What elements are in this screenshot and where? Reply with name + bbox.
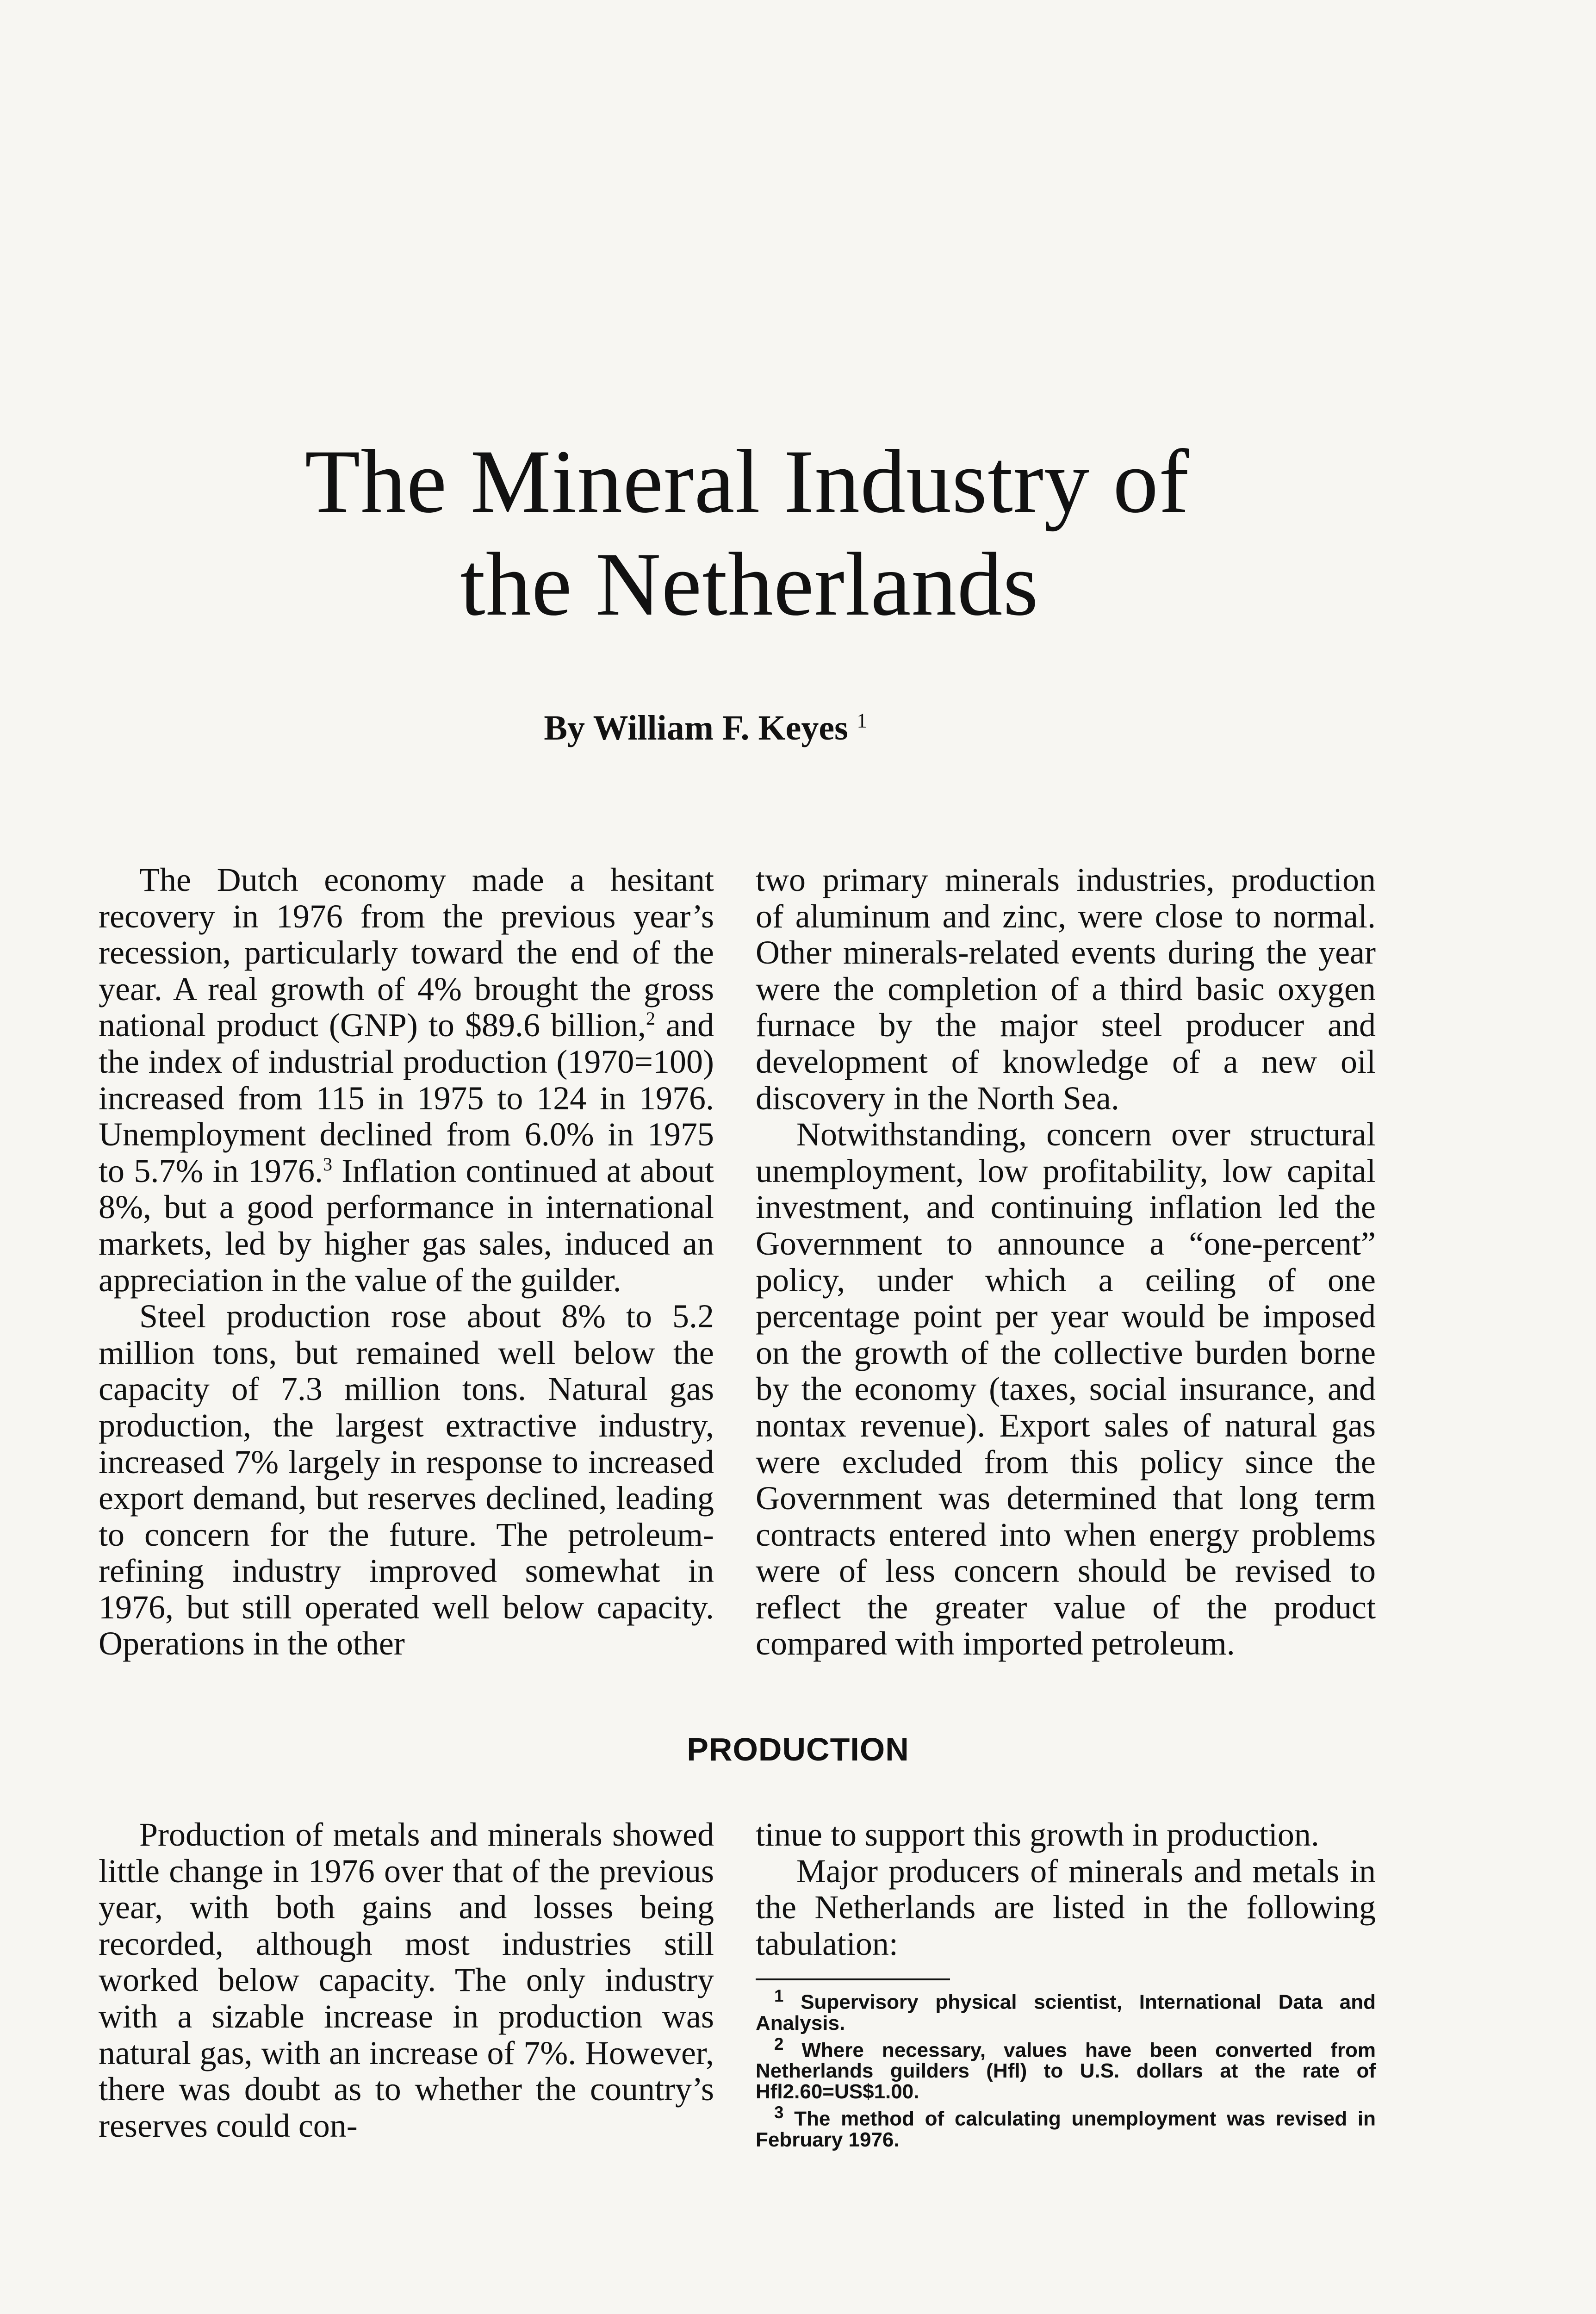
production-paragraph-1: Production of metals and minerals showed little change in 1976 over that of the previous year, with both gains and losses being recorded, although most industries still worked below capacity. The only industry with a sizable increase in production was natural gas, with an increase of 7%. However, there was doubt as to whether the country’s reserves could con- (99, 1816, 714, 2144)
byline-footnote-mark: 1 (857, 709, 867, 732)
intro-paragraph-continued: two primary minerals industries, production of aluminum and zinc, were close to normal. Other minerals-related events during the year were the completion of a third basic oxygen furnace by the major steel producer and development of knowledge of a new oil discovery in the North Sea. (756, 861, 1376, 1117)
footnotes (756, 1985, 1376, 2150)
footnote-mark-2: 2 (646, 1008, 656, 1029)
author-byline (0, 708, 1596, 748)
footnote-3: $^3$ The method of calculating unemployment was revised in February 1976. (756, 2103, 1376, 2151)
intro-paragraph-3: Notwithstanding, concern over structural unemployment, low profitability, low capital investment, and continuing inflation led the Government to announce a “one-percent” policy, under which a ceiling of one percentage point per year would be imposed on the growth of the collective burden borne by the economy (taxes, social insurance, and nontax revenue). Export sales of natural gas were excluded from this policy since the Government was determined that long term contracts entered into when energy problems were of less concern should be revised to reflect the greater value of the product compared with imported petroleum. (756, 1116, 1376, 1662)
footnote-rule (756, 1978, 950, 1980)
footnote-1: $^1$ Supervisory physical scientist, International Data and Analysis. (756, 1986, 1376, 2034)
footnote-mark-3: 3 (323, 1153, 332, 1175)
intro-paragraph-2: Steel production rose about 8% to 5.2 million tons, but remained well below the capacity of 7.3 million tons. Natural gas production, the largest extractive industry, increased 7% largely in response to increased export demand, but reserves declined, leading to concern for the future. The petroleum-refining industry improved somewhat in 1976, but still operated well below capacity. Operations in the other (99, 1298, 714, 1662)
production-paragraph-2: Major producers of minerals and metals in the Netherlands are listed in the following tabulation: (756, 1852, 1376, 1962)
production-paragraph-continued: tinue to support this growth in production. (756, 1816, 1319, 1853)
author-name: By William F. Keyes (544, 709, 848, 747)
article-title-line-1: The Mineral Industry of (304, 431, 1190, 532)
article-title (0, 430, 1596, 636)
intro-paragraph-1: The Dutch economy made a hesitant recovery in 1976 from the previous year’s recession, particularly toward the end of the year. A real growth of 4% brought the gross national product (GNP) to $89.6 billion,$^2$ and the index of industrial production (1970=100) increased from 115 in 1975 to 124 in 1976. Unemployment declined from 6.0% in 1975 to 5.7% in 1976.$^3$ Inflation continued at about 8%, but a good performance in international markets, led by higher gas sales, induced an appreciation in the value of the guilder. (99, 861, 714, 1299)
intro-right-column (756, 862, 1376, 1662)
footnote-2: $^2$ Where necessary, values have been converted from Netherlands guilders (Hfl) to U.S. dollars at the rate of Hfl2.60=US$1.00. (756, 2034, 1376, 2103)
intro-left-column (99, 862, 714, 1662)
section-heading-production: PRODUCTION (687, 1731, 909, 1767)
production-right-column (756, 1816, 1376, 1962)
article-title-line-2: the Netherlands (460, 534, 1039, 634)
production-left-column (99, 1816, 714, 2144)
